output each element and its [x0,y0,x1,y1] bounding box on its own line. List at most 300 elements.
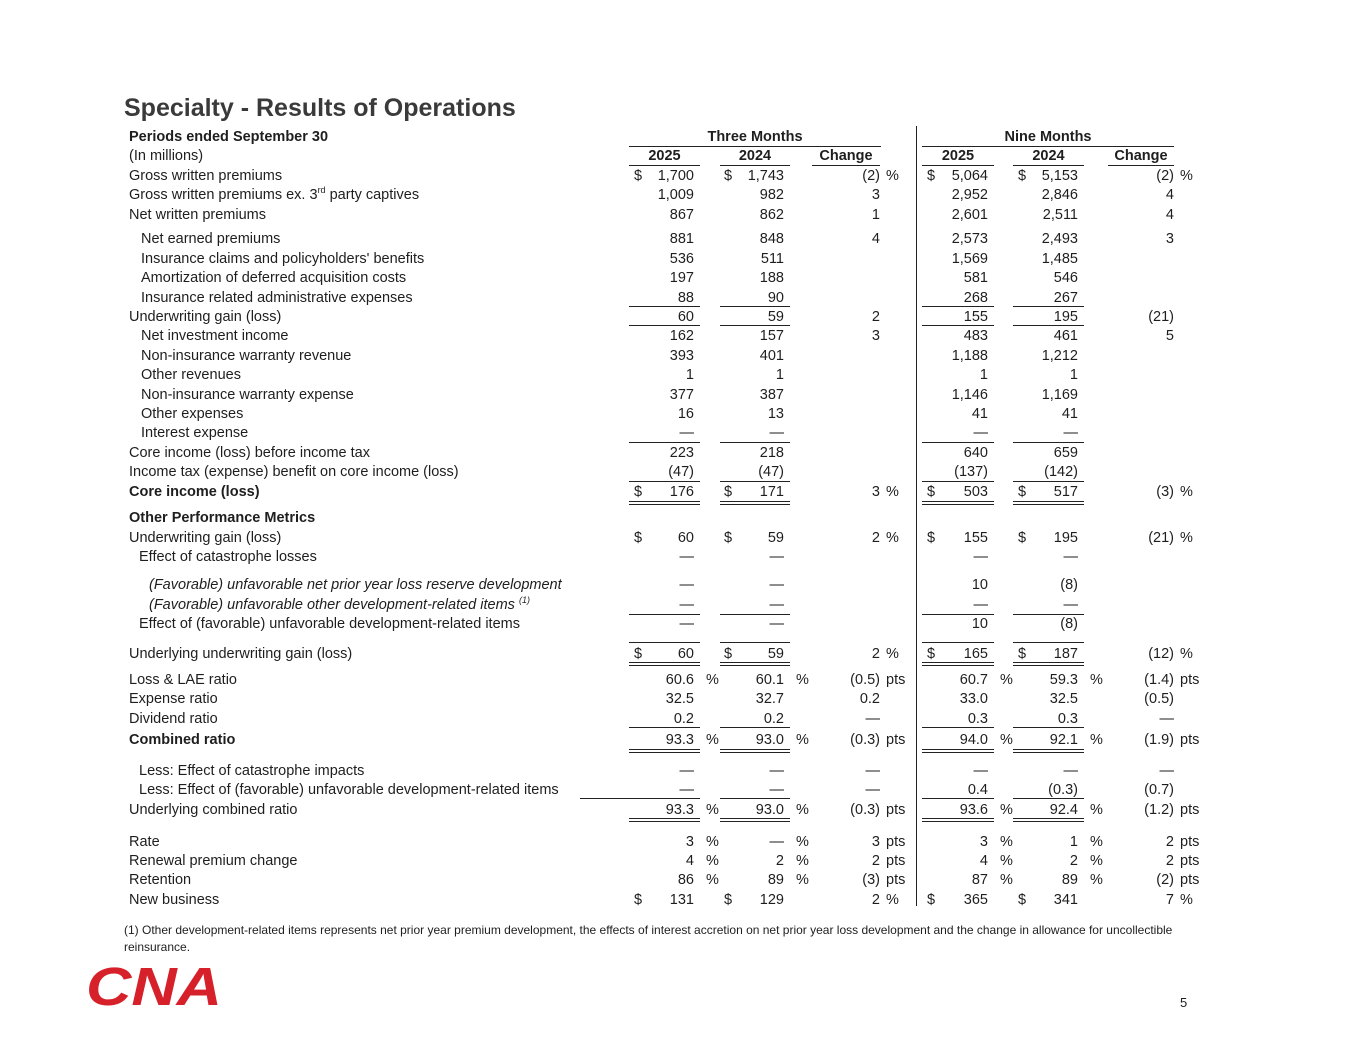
rule-itax-q25 [629,481,700,482]
cell-intx-n24: — [1063,425,1078,441]
svg-text:CNA: CNA [86,962,222,1008]
rule-ucomb-q24 [720,818,790,819]
cell-ecat-q25: — [679,549,694,565]
footnote: (1) Other development-related items represents net prior year premium development, the effects of interest accretion on net prior year loss development and the change in allowance for uncollectible reinsurance. [124,923,1173,954]
rule-comb-n24-2 [1013,752,1084,753]
cell-divr-q25: 0.2 [673,711,694,727]
dollar-sign: $ [927,530,936,546]
cell-divr-n25: 0.3 [967,711,988,727]
cell-nwp-n25: 2,601 [951,207,988,223]
dollar-sign: $ [634,892,643,908]
rule-admin-n24 [1013,306,1084,307]
percent-sign: % [886,484,899,500]
cell-divr-q24: 0.2 [763,711,784,727]
cell-icl-q24: 511 [760,251,784,267]
rule-efd-top-n24 [1013,642,1084,643]
percent-sign: % [1090,853,1103,869]
col-header-underline-qc [812,165,880,166]
cell-lcat-nc: — [1159,763,1174,779]
percent-sign: % [1090,834,1103,850]
cell-ugl-q24: 59 [767,309,784,325]
percent-sign: % [1090,802,1103,818]
cell-lcat-q24: — [769,763,784,779]
col-header-underline-n24 [1013,165,1084,166]
row-label-fod: (Favorable) unfavorable other development-related items $^{(1)}$ [149,595,530,613]
cell-niwe-n24: 1,169 [1041,387,1078,403]
row-label-ugl2: Underwriting gain (loss) [129,530,282,546]
rule-comb-q25-2 [629,752,700,753]
header-three-months: Three Months [707,129,803,145]
cell-orev-n25: 1 [979,367,988,383]
cell-itax-q25: (47) [668,464,694,480]
rule-uugl-q25-2 [629,665,700,666]
dollar-sign: $ [724,892,733,908]
rule-intx-q24 [720,442,790,443]
percent-sign: % [796,672,809,688]
cell-newb-q25: 131 [669,892,694,908]
percent-sign: % [1180,646,1193,662]
percent-sign: % [1180,484,1193,500]
cell-gwpx-q25: 1,009 [657,187,694,203]
cell-nii-q25: 162 [669,328,694,344]
cell-nwp-nc: 4 [1165,207,1174,223]
dollar-sign: $ [927,168,936,184]
dollar-sign: $ [634,484,643,500]
row-label-nii: Net investment income [141,328,289,344]
cell-ecat-n25: — [973,549,988,565]
rule-itax-q24 [720,481,790,482]
rule-comb-q24 [720,749,790,750]
rule-uugl-n25-2 [922,665,994,666]
cell-ugl2-q24: 59 [767,530,784,546]
cell-niwe-q25: 377 [669,387,694,403]
rule-itax-n25 [922,481,994,482]
percent-sign: % [1180,530,1193,546]
cell-admin-n24: 267 [1053,290,1078,306]
rule-uugl-n24-2 [1013,665,1084,666]
cell-uugl-n25: 165 [963,646,988,662]
rule-comb-n25-2 [922,752,994,753]
rule-comb-n25 [922,749,994,750]
rule-ucomb-q25-2 [629,821,700,822]
pts-label: pts [886,732,906,748]
rule-uugl-n24 [1013,662,1084,663]
cell-gwp-qc: (2) [862,168,880,184]
cell-newb-n24: 341 [1053,892,1078,908]
cell-lfd-q25: — [679,782,694,798]
cell-nep-q24: 848 [759,231,784,247]
cell-exr-q25: 32.5 [665,691,694,707]
cell-comb-n25: 94.0 [959,732,988,748]
cell-ucomb-qc: (0.3) [850,802,880,818]
cell-exr-n25: 33.0 [959,691,988,707]
cell-ugl2-nc: (21) [1148,530,1174,546]
cell-rpc-nc: 2 [1165,853,1174,869]
cell-lae-nc: (1.4) [1144,672,1174,688]
cell-ucomb-q24: 93.0 [755,802,784,818]
cell-efd-q24: — [769,616,784,632]
cell-rate-n25: 3 [979,834,988,850]
cell-fod-q24: — [769,597,784,613]
percent-sign: % [1180,892,1193,908]
row-label-niwe: Non-insurance warranty expense [141,387,354,403]
row-label-niwr: Non-insurance warranty revenue [141,348,352,364]
row-label-fnp: (Favorable) unfavorable net prior year loss reserve development [149,577,562,593]
cell-oexp-q25: 16 [677,406,694,422]
cell-rate-n24: 1 [1069,834,1078,850]
rule-lfd-n24 [1013,798,1084,799]
pts-label: pts [1180,802,1200,818]
col-header-underline-q24 [720,165,790,166]
rule-divr-n25 [922,727,994,728]
percent-sign: % [796,802,809,818]
rule-uugl-q24 [720,662,790,663]
row-label-oexp: Other expenses [141,406,244,422]
dollar-sign: $ [724,646,733,662]
cell-lcat-qc: — [865,763,880,779]
cell-ugl2-n25: 155 [963,530,988,546]
cell-amort-q24: 188 [759,270,784,286]
percent-sign: % [706,732,719,748]
col-header-underline-n25 [922,165,994,166]
percent-sign: % [1180,168,1193,184]
cell-ugl-qc: 2 [871,309,880,325]
rule-comb-q24-2 [720,752,790,753]
dollar-sign: $ [1018,168,1027,184]
pts-label: pts [886,853,906,869]
rule-comb-n24 [1013,749,1084,750]
cell-niwr-q24: 401 [759,348,784,364]
percent-sign: % [1000,672,1013,688]
cell-orev-n24: 1 [1069,367,1078,383]
rule-admin-q24 [720,306,790,307]
rule-ucomb-n25 [922,818,994,819]
col-header-n24: 2024 [1032,148,1065,164]
cell-exr-q24: 32.7 [755,691,784,707]
cell-admin-q24: 90 [767,290,784,306]
dollar-sign: $ [724,484,733,500]
cell-icl-n24: 1,485 [1041,251,1078,267]
cell-lcat-n24: — [1063,763,1078,779]
row-label-intx: Interest expense [141,425,249,441]
pts-label: pts [1180,834,1200,850]
percent-sign: % [886,168,899,184]
cell-ugl-q25: 60 [677,309,694,325]
dollar-sign: $ [634,530,643,546]
cell-nep-qc: 4 [871,231,880,247]
percent-sign: % [1000,802,1013,818]
cell-fnp-n24: (8) [1060,577,1078,593]
cell-comb-q24: 93.0 [755,732,784,748]
cell-gwpx-n25: 2,952 [951,187,988,203]
cell-nwp-q24: 862 [759,207,784,223]
cell-ucomb-nc: (1.2) [1144,802,1174,818]
rule-fod-n25 [922,614,994,615]
cell-cibt-n25: 640 [963,445,988,461]
cell-nii-qc: 3 [871,328,880,344]
cell-intx-q24: — [769,425,784,441]
percent-sign: % [796,834,809,850]
cell-rate-q25: 3 [685,834,694,850]
cell-nwp-q25: 867 [669,207,694,223]
percent-sign: % [886,646,899,662]
cell-orev-q24: 1 [775,367,784,383]
rule-ucomb-n25-2 [922,821,994,822]
cell-lfd-q24: — [769,782,784,798]
col-header-q25: 2025 [648,148,681,164]
cell-nwp-qc: 1 [871,207,880,223]
column-divider [916,126,917,906]
cell-oexp-n24: 41 [1061,406,1078,422]
page-number: 5 [1180,995,1188,1010]
rule-admin-q25 [629,306,700,307]
cell-gwp-q24: 1,743 [747,168,784,184]
cell-rate-qc: 3 [871,834,880,850]
dollar-sign: $ [927,892,936,908]
cell-gwpx-qc: 3 [871,187,880,203]
percent-sign: % [1090,672,1103,688]
cell-newb-n25: 365 [963,892,988,908]
pts-label: pts [1180,672,1200,688]
row-label-amort: Amortization of deferred acquisition costs [141,270,407,286]
cell-admin-q25: 88 [677,290,694,306]
cell-ugl-n25: 155 [963,309,988,325]
row-label-divr: Dividend ratio [129,711,218,727]
percent-sign: % [706,834,719,850]
cell-ecat-n24: — [1063,549,1078,565]
rule-uugl-q25 [629,662,700,663]
cell-exr-qc: 0.2 [859,691,880,707]
cell-efd-n25: 10 [971,616,988,632]
cell-comb-n24: 92.1 [1049,732,1078,748]
rule-fod-q24 [720,614,790,615]
cell-core-qc: 3 [871,484,880,500]
pts-label: pts [886,872,906,888]
cell-lae-q24: 60.1 [755,672,784,688]
cell-nep-nc: 3 [1165,231,1174,247]
cell-gwpx-nc: 4 [1165,187,1174,203]
dollar-sign: $ [1018,530,1027,546]
row-label-ret: Retention [129,872,192,888]
rule-lfd-q25 [629,798,700,799]
cell-ucomb-n24: 92.4 [1049,802,1078,818]
row-label-rpc: Renewal premium change [129,853,298,869]
cell-ecat-q24: — [769,549,784,565]
row-label-ecat: Effect of catastrophe losses [139,549,317,565]
cell-newb-q24: 129 [759,892,784,908]
cell-exr-nc: (0.5) [1144,691,1174,707]
dollar-sign: $ [927,484,936,500]
cell-fnp-q25: — [679,577,694,593]
cell-amort-n24: 546 [1053,270,1078,286]
cell-fnp-q24: — [769,577,784,593]
row-label-efd: Effect of (favorable) unfavorable development-related items [139,616,520,632]
col-header-q24: 2024 [738,148,772,164]
cell-ugl2-qc: 2 [871,530,880,546]
percent-sign: % [886,892,899,908]
cell-lcat-n25: — [973,763,988,779]
row-label-lae: Loss & LAE ratio [129,672,237,688]
cell-amort-n25: 581 [963,270,988,286]
rule-itax-n24 [1013,481,1084,482]
cell-admin-n25: 268 [963,290,988,306]
cell-cibt-n24: 659 [1053,445,1078,461]
cell-ret-qc: (3) [862,872,880,888]
cell-efd-n24: (8) [1060,616,1078,632]
cell-icl-q25: 536 [669,251,694,267]
cell-gwpx-q24: 982 [759,187,784,203]
dollar-sign: $ [927,646,936,662]
cell-fod-n25: — [973,597,988,613]
row-label-exr: Expense ratio [129,691,218,707]
cell-cibt-q25: 223 [669,445,694,461]
cell-newb-nc: 7 [1165,892,1174,908]
cell-intx-n25: — [973,425,988,441]
row-label-lcat: Less: Effect of catastrophe impacts [139,763,365,779]
cell-nii-n25: 483 [963,328,988,344]
cell-cibt-q24: 218 [759,445,784,461]
cell-nwp-n24: 2,511 [1042,207,1078,223]
rule-ucomb-n24-2 [1013,821,1084,822]
rule-intx-n24 [1013,442,1084,443]
rule-fod-q25 [629,614,700,615]
percent-sign: % [1000,853,1013,869]
cell-core-q25: 176 [669,484,694,500]
cell-niwe-q24: 387 [759,387,784,403]
percent-sign: % [796,853,809,869]
percent-sign: % [886,530,899,546]
cell-lcat-q25: — [679,763,694,779]
row-label-core: Core income (loss) [129,484,260,500]
cell-lfd-n24: (0.3) [1048,782,1078,798]
cell-niwr-q25: 393 [669,348,694,364]
cell-core-q24: 171 [759,484,784,500]
rule-lfd-lead [580,798,629,799]
rule-ucomb-n24 [1013,818,1084,819]
rule-efd-top-n25 [922,642,994,643]
cell-rpc-n24: 2 [1069,853,1078,869]
row-label-ugl: Underwriting gain (loss) [129,309,282,325]
rule-core-q25-2 [629,504,700,505]
row-label-comb: Combined ratio [129,732,236,748]
rule-efd-top-q24 [720,642,790,643]
cell-comb-qc: (0.3) [850,732,880,748]
cell-ugl-nc: (21) [1148,309,1174,325]
cell-uugl-qc: 2 [871,646,880,662]
cell-lae-q25: 60.6 [665,672,694,688]
rule-uugl-n25 [922,662,994,663]
row-label-nwp: Net written premiums [129,207,266,223]
row-label-gwpx: Gross written premiums ex. 3rd party captives [129,185,420,203]
rule-divr-q25 [629,727,700,728]
cell-divr-n24: 0.3 [1057,711,1078,727]
cell-oexp-q24: 13 [767,406,784,422]
row-label-rate: Rate [129,834,160,850]
cell-itax-q24: (47) [758,464,784,480]
cell-ret-q24: 89 [767,872,784,888]
cell-nii-nc: 5 [1165,328,1174,344]
rule-fod-n24 [1013,614,1084,615]
cell-rpc-qc: 2 [871,853,880,869]
cell-ret-n25: 87 [971,872,988,888]
cell-uugl-q25: 60 [677,646,694,662]
row-label-cibt: Core income (loss) before income tax [129,445,370,461]
cell-fnp-n25: 10 [971,577,988,593]
dollar-sign: $ [634,168,643,184]
cell-efd-q25: — [679,616,694,632]
cell-niwr-n24: 1,212 [1041,348,1078,364]
rule-ugl-q25 [629,325,700,326]
rule-ucomb-q24-2 [720,821,790,822]
section-header-opm: Other Performance Metrics [129,510,316,526]
rule-comb-q25 [629,749,700,750]
dollar-sign: $ [1018,646,1027,662]
rule-core-q25 [629,501,700,502]
cell-icl-n25: 1,569 [951,251,988,267]
cell-ugl2-n24: 195 [1053,530,1078,546]
percent-sign: % [706,853,719,869]
cell-intx-q25: — [679,425,694,441]
dollar-sign: $ [724,168,733,184]
rule-core-n25-2 [922,504,994,505]
percent-sign: % [1000,732,1013,748]
row-label-uugl: Underlying underwriting gain (loss) [129,646,353,662]
cell-oexp-n25: 41 [971,406,988,422]
cell-rate-nc: 2 [1165,834,1174,850]
percent-sign: % [1000,872,1013,888]
cell-lfd-n25: 0.4 [967,782,988,798]
rule-admin-n25 [922,306,994,307]
cell-itax-n25: (137) [954,464,988,480]
cell-nep-n25: 2,573 [951,231,988,247]
dollar-sign: $ [1018,484,1027,500]
cell-gwp-n24: 5,153 [1041,168,1078,184]
cell-lfd-qc: — [865,782,880,798]
cell-ret-n24: 89 [1061,872,1078,888]
cell-niwe-n25: 1,146 [951,387,988,403]
cell-comb-q25: 93.3 [665,732,694,748]
cell-newb-qc: 2 [871,892,880,908]
row-label-lfd: Less: Effect of (favorable) unfavorable development-related items [139,782,559,798]
cell-gwp-n25: 5,064 [951,168,988,184]
cell-fod-n24: — [1063,597,1078,613]
percent-sign: % [706,872,719,888]
row-label-nep: Net earned premiums [141,231,281,247]
rule-ugl-n25 [922,325,994,326]
rule-lfd-q24 [720,798,790,799]
page-title: Specialty - Results of Operations [124,94,516,122]
cell-ret-nc: (2) [1156,872,1174,888]
rule-divr-q24 [720,727,790,728]
rule-core-q24-2 [720,504,790,505]
cna-logo [86,962,224,1008]
col-header-n25: 2025 [941,148,975,164]
percent-sign: % [1090,872,1103,888]
rule-core-n24 [1013,501,1084,502]
cell-ret-q25: 86 [677,872,694,888]
cell-core-n25: 503 [963,484,988,500]
percent-sign: % [796,872,809,888]
cell-niwr-n25: 1,188 [951,348,988,364]
rule-efd-top-q25 [629,642,700,643]
rule-intx-n25 [922,442,994,443]
header-nine-months: Nine Months [1004,129,1092,145]
row-label-newb: New business [129,892,220,908]
cell-uugl-q24: 59 [767,646,784,662]
row-label-itax: Income tax (expense) benefit on core income (loss) [129,464,459,480]
percent-sign: % [1000,834,1013,850]
rule-ugl-n24 [1013,325,1084,326]
